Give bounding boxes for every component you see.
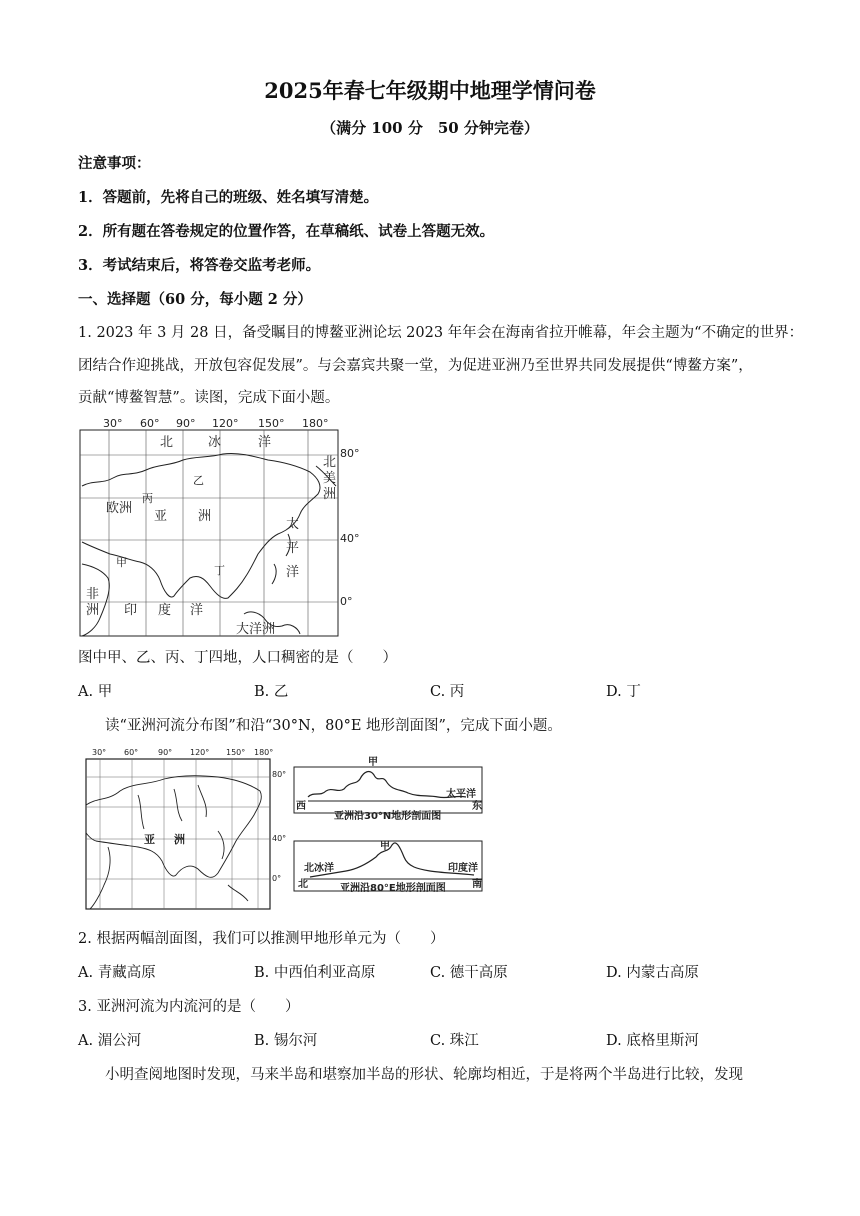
lon-label: 30° xyxy=(103,417,123,430)
map-label-europe: 欧洲 xyxy=(106,501,133,516)
lon-label: 180° xyxy=(302,417,329,430)
map-label-na: 洲 xyxy=(323,487,337,502)
q1-material-line: 贡献“博鳌智慧”。读图，完成下面小题。 xyxy=(78,390,340,406)
map-label-africa: 非 xyxy=(86,587,100,602)
page-title: 2025年春七年级期中地理学情问卷 xyxy=(264,78,596,103)
map-label-indian: 度 xyxy=(158,603,172,618)
map-label-pacific: 洋 xyxy=(286,565,300,580)
lon-label: 60° xyxy=(124,748,139,757)
q1-option-c[interactable]: C. 丙 xyxy=(430,684,465,700)
profile2-caption: 亚洲沿80°E地形剖面图 xyxy=(340,883,446,894)
lon-label: 60° xyxy=(140,417,160,430)
q3-question: 3. 亚洲河流为内流河的是（ ） xyxy=(78,999,300,1015)
lat-label: 0° xyxy=(340,595,353,608)
map-label-bing: 丙 xyxy=(142,492,153,505)
notice-heading: 注意事项： xyxy=(78,155,151,172)
q3-option-a[interactable]: A. 湄公河 xyxy=(78,1033,142,1049)
lat-label: 40° xyxy=(272,834,287,843)
map-label-oceania: 大洋洲 xyxy=(236,622,276,637)
q1-option-b[interactable]: B. 乙 xyxy=(254,684,289,700)
profile1-ocean: 太平洋 xyxy=(446,789,476,800)
map-label-arctic: 北 xyxy=(160,435,174,450)
q1-question: 图中甲、乙、丙、丁四地，人口稠密的是（ ） xyxy=(78,650,397,666)
fig2-label-asia: 洲 xyxy=(174,833,185,846)
lon-label: 30° xyxy=(92,748,107,757)
q3-option-c[interactable]: C. 珠江 xyxy=(430,1033,479,1049)
map-label-arctic: 冰 xyxy=(208,435,222,450)
map-label-asia: 洲 xyxy=(198,509,212,524)
profile2-peak: 甲 xyxy=(380,841,390,852)
q2-option-d[interactable]: D. 内蒙古高原 xyxy=(606,965,699,981)
lon-label: 90° xyxy=(176,417,196,430)
q1-option-d[interactable]: D. 丁 xyxy=(606,684,641,700)
map-label-arctic: 洋 xyxy=(258,435,272,450)
profile1-west: 西 xyxy=(296,801,306,812)
lon-label: 150° xyxy=(226,748,246,757)
map-label-asia: 亚 xyxy=(154,509,168,524)
lon-label: 150° xyxy=(258,417,285,430)
lon-label: 180° xyxy=(254,748,274,757)
lat-label: 0° xyxy=(272,874,282,883)
map-label-na: 美 xyxy=(323,471,337,486)
section-heading: 一、选择题（60 分，每小题 2 分） xyxy=(78,291,312,308)
q1-option-a[interactable]: A. 甲 xyxy=(78,684,113,700)
map-label-ding: 丁 xyxy=(214,564,225,577)
map-label-indian: 洋 xyxy=(190,603,204,618)
notice-item: 3．考试结束后，将答卷交监考老师。 xyxy=(78,257,321,274)
q1-material-line: 1. 2023 年 3 月 28 日，备受瞩目的博鳌亚洲论坛 2023 年年会在海南省拉开帷幕，年会主题为“不确定的世界： xyxy=(78,325,804,341)
map-label-jia: 甲 xyxy=(116,556,127,569)
fig2-label-asia: 亚 xyxy=(144,833,155,846)
q3-option-d[interactable]: D. 底格里斯河 xyxy=(606,1033,699,1049)
q4-intro: 小明查阅地图时发现，马来半岛和堪察加半岛的形状、轮廓均相近，于是将两个半岛进行比较，发现 xyxy=(105,1067,743,1083)
q2-intro: 读“亚洲河流分布图”和沿“30°N，80°E 地形剖面图”，完成下面小题。 xyxy=(105,718,562,734)
lon-label: 120° xyxy=(212,417,239,430)
map-label-pacific: 平 xyxy=(286,541,300,556)
q2-option-a[interactable]: A. 青藏高原 xyxy=(78,965,156,981)
lat-label: 40° xyxy=(340,532,360,545)
page-subtitle: （满分 100 分 50 分钟完卷） xyxy=(321,119,539,137)
q2-question: 2. 根据两幅剖面图，我们可以推测甲地形单元为（ ） xyxy=(78,931,445,947)
q1-material-line: 团结合作迎挑战，开放包容促发展”。与会嘉宾共聚一堂，为促进亚洲乃至世界共同发展提供“博鳌方案”， xyxy=(78,358,753,374)
lon-label: 120° xyxy=(190,748,210,757)
asia-rivers-and-profiles-figure xyxy=(78,745,498,915)
notice-item: 1．答题前，先将自己的班级、姓名填写清楚。 xyxy=(78,189,379,206)
profile2-north: 北 xyxy=(298,879,308,890)
map-label-yi: 乙 xyxy=(193,474,204,487)
profile2-left-ocean: 北冰洋 xyxy=(304,863,334,874)
notice-item: 2．所有题在答卷规定的位置作答，在草稿纸、试卷上答题无效。 xyxy=(78,223,495,240)
q3-option-b[interactable]: B. 锡尔河 xyxy=(254,1033,318,1049)
profile1-caption: 亚洲沿30°N地形剖面图 xyxy=(334,811,442,822)
profile1-peak: 甲 xyxy=(368,757,378,768)
lon-label: 90° xyxy=(158,748,173,757)
profile2-right-ocean: 印度洋 xyxy=(448,863,478,874)
map-label-indian: 印 xyxy=(124,603,138,618)
q2-option-c[interactable]: C. 德干高原 xyxy=(430,965,508,981)
lat-label: 80° xyxy=(340,447,360,460)
map-label-africa: 洲 xyxy=(86,603,100,618)
profile1-east: 东 xyxy=(472,801,482,812)
map-label-na: 北 xyxy=(323,455,337,470)
profile2-south: 南 xyxy=(472,879,482,890)
map-label-pacific: 太 xyxy=(286,517,300,532)
lat-label: 80° xyxy=(272,770,287,779)
q2-option-b[interactable]: B. 中西伯利亚高原 xyxy=(254,965,376,981)
asia-location-map xyxy=(78,414,378,640)
